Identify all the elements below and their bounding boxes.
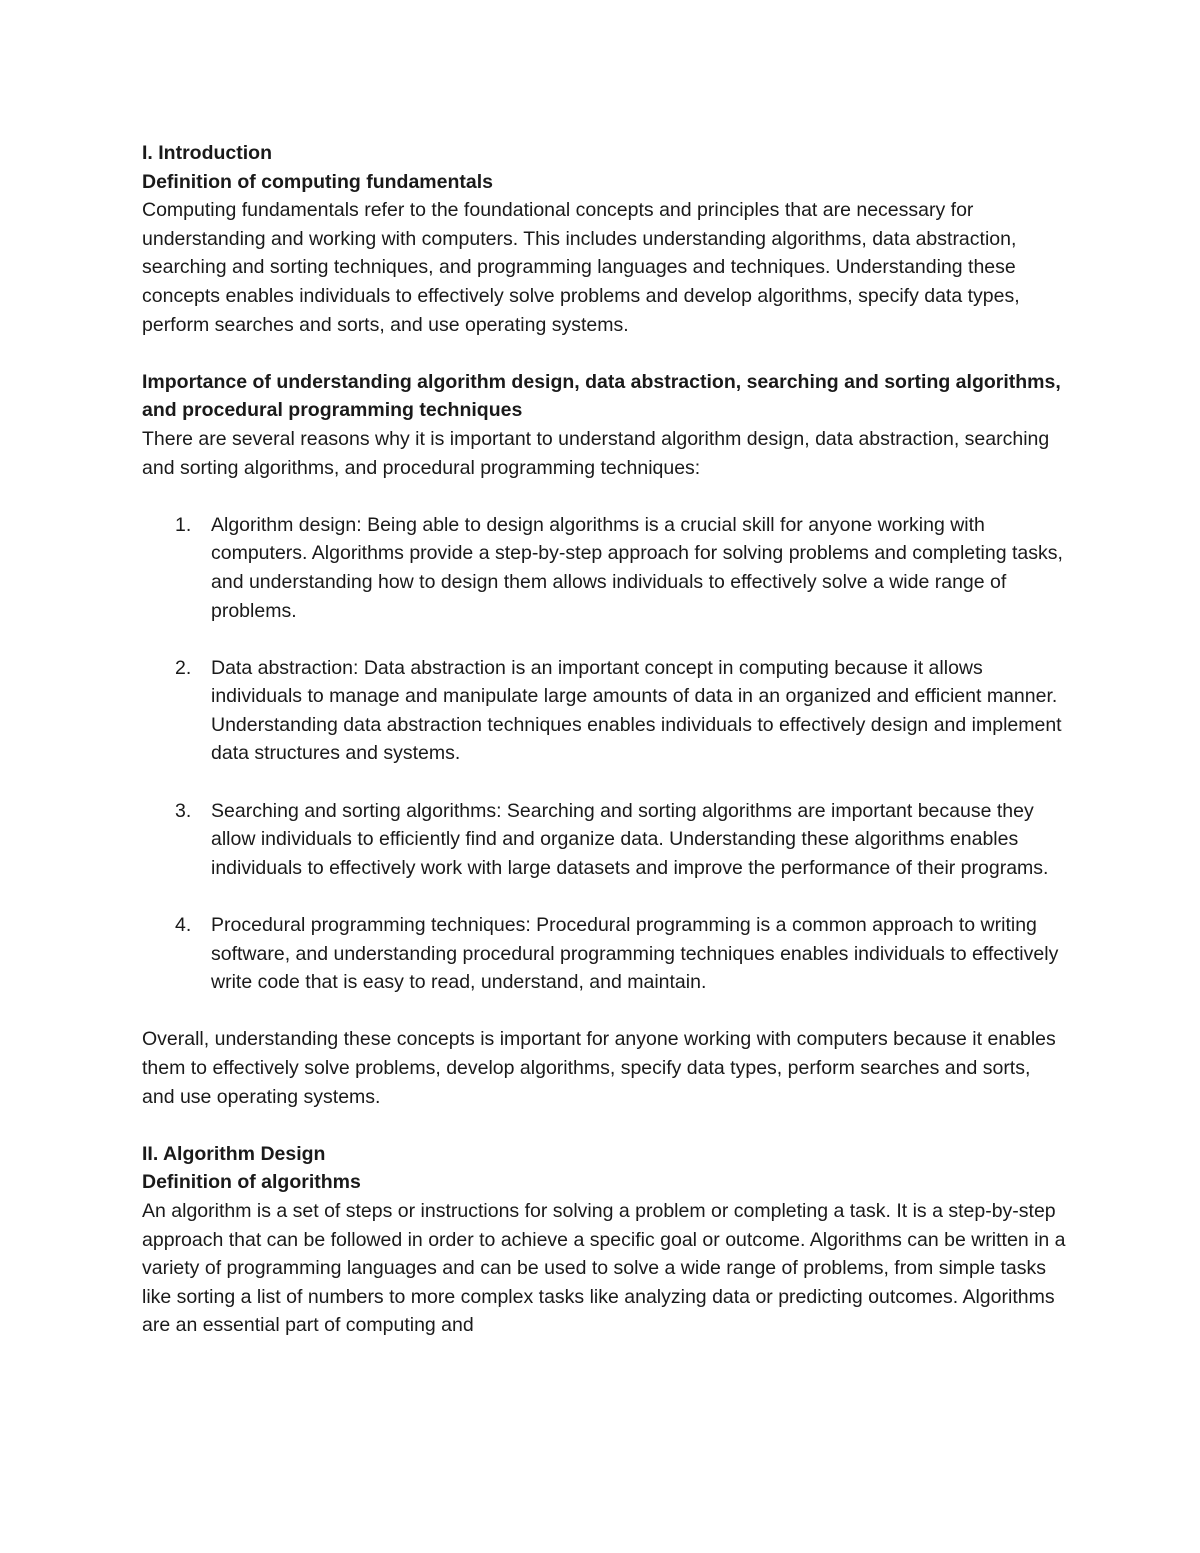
reasons-list <box>142 511 1067 997</box>
heading-importance: Importance of understanding algorithm design, data abstraction, searching and sorting algorithms, and procedural programming techniques <box>142 370 1061 422</box>
paragraph-definition-algorithms: An algorithm is a set of steps or instructions for solving a problem or completing a task. It is a step-by-step approach that can be followed in order to achieve a specific goal or outcome. Algorithms can be written in a variety of programming languages and can be used to solve a wide range of problems, from simple tasks like sorting a list of numbers to more complex tasks like analyzing data or predicting outcomes. Algorithms are an essential part of computing and <box>142 1199 1066 1337</box>
list-item <box>142 511 1067 625</box>
list-item-number: 4. <box>175 914 192 937</box>
spacer <box>142 482 1067 511</box>
list-item-text: Data abstraction: Data abstraction is an important concept in computing because it allows individuals to manage and manipulate large amounts of data in an organized and efficient manner. Understanding data abstraction techniques enables individuals to effectively design and implement data structures and systems. <box>211 656 1062 765</box>
list-item <box>142 797 1067 883</box>
spacer <box>142 1111 1067 1140</box>
list-item <box>142 654 1067 768</box>
list-item-number: 1. <box>175 513 192 536</box>
paragraph-definition-computing-fundamentals: Computing fundamentals refer to the foundational concepts and principles that are necessary for understanding and working with computers. This includes understanding algorithms, data abstraction, searching and sorting techniques, and programming languages and techniques. Understanding these concepts enables individuals to effectively solve problems and develop algorithms, specify data types, perform searches and sorts, and use operating systems. <box>142 199 1020 336</box>
list-item <box>142 911 1067 997</box>
heading-definition-computing-fundamentals: Definition of computing fundamentals <box>142 170 493 193</box>
spacer <box>142 339 1067 368</box>
list-item-text: Algorithm design: Being able to design algorithms is a crucial skill for anyone working with computers. Algorithms provide a step-by-step approach for solving problems and completing tasks, and understanding how to design them allows individuals to effectively solve a wide range of problems. <box>211 513 1063 622</box>
section-title-algorithm-design: II. Algorithm Design <box>142 1142 326 1165</box>
paragraph-overall: Overall, understanding these concepts is important for anyone working with computers because it enables them to effectively solve problems, develop algorithms, specify data types, perform searches and sorts, and use operating systems. <box>142 1028 1056 1108</box>
list-item-number: 2. <box>175 656 192 679</box>
heading-definition-algorithms: Definition of algorithms <box>142 1171 361 1194</box>
spacer <box>142 997 1067 1026</box>
section-title-introduction: I. Introduction <box>142 142 272 164</box>
list-item-text: Procedural programming techniques: Procedural programming is a common approach to writing software, and understanding procedural programming techniques enables individuals to effectively write code that is easy to read, understand, and maintain. <box>211 914 1059 994</box>
document-content <box>142 139 1067 1340</box>
list-item-text: Searching and sorting algorithms: Searching and sorting algorithms are important because they allow individuals to efficiently find and organize data. Understanding these algorithms enables individuals to effectively work with large datasets and improve the performance of their programs. <box>211 799 1049 879</box>
paragraph-importance: There are several reasons why it is important to understand algorithm design, data abstraction, searching and sorting algorithms, and procedural programming techniques: <box>142 427 1050 479</box>
list-item-number: 3. <box>175 799 192 822</box>
